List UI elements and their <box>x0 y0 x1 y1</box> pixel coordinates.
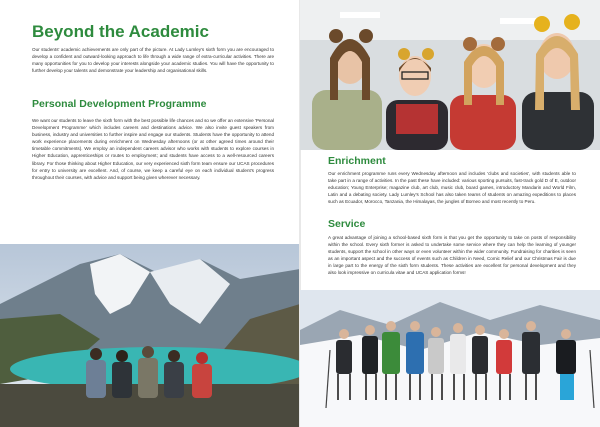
enrichment-heading: Enrichment <box>328 155 386 167</box>
ski-photo-graphic <box>300 290 600 427</box>
lake-photo-graphic <box>0 244 300 427</box>
intro-paragraph: Our students' academic achievements are only part of the picture. At Lady Lumley's sixth form you are encouraged to develop a confident and outward-looking approach to life through a wide range of extra-curricular activities. There are many opportunities for you to develop your interests alongside your academic studies. You will have the opportunity to further develop your talents and demonstrate your leadership and organisational skills. <box>32 47 274 74</box>
enrichment-paragraph: Our enrichment programme runs every Wednesday afternoon and includes 'clubs and societies', with students able to take part in a range of activities. In the past these have included: various sporting pursuits, fast-track gold D of E, outdoor education; Young Enterprise; magazine club, art club, music club, board games, introductory Mandarin and World Film, Latin and a debating society. Lady Lumley's School has also taken teams of students on amazing expeditions to places such as Ecuador, Morocco, Tanzania, the Himalayas, the jungles of Borneo and most recently to Peru. <box>328 171 576 205</box>
page-title: Beyond the Academic <box>32 22 209 41</box>
students-photo-graphic <box>300 0 600 150</box>
right-page <box>300 0 600 427</box>
students-with-animal-ears-photo <box>300 0 600 150</box>
personal-development-paragraph: We want our students to leave the sixth form with the best possible life chances and so we offer an extensive 'Personal Development Programme' which includes careers and destinations advice. We also invite guest speakers from business, industry and universities to further inspire and engage our students. Students have the opportunity to attend work experience placements during enrichment on Wednesday afternoons (or at other agreed times around their timetable commitments). We employ an independent careers advisor who works with students to explore courses in Higher Education, apprenticeships or routes to employment; and students have access to a well-resourced careers library. For those thinking about Higher Education, our very experienced sixth form team ensure our UCAS procedures for entry to university are excellent. And, of course, we keep a careful eye on each individual student's progress throughout their courses, with advice and support being given wherever necessary. <box>32 118 274 180</box>
personal-development-heading: Personal Development Programme <box>32 98 207 110</box>
mountain-lake-group-photo <box>0 244 300 427</box>
ski-trip-group-photo <box>300 290 600 427</box>
service-paragraph: A great advantage of joining a school-based sixth form is that you get the opportunity to take on posts of responsibility within the school. Every sixth former is asked to undertake some service where they can help the learning of younger students, support the school in other ways or even volunteer within the wider community. Fundraising for charities is seen as an important aspect and the success of events such as Children in Need, Comic Relief and our Christmas Fair is due in large part to the energy of the sixth form students. These activities are excellent for personal development and they also look impressive on curricula vitae and UCAS application forms! <box>328 235 576 276</box>
service-heading: Service <box>328 218 366 230</box>
